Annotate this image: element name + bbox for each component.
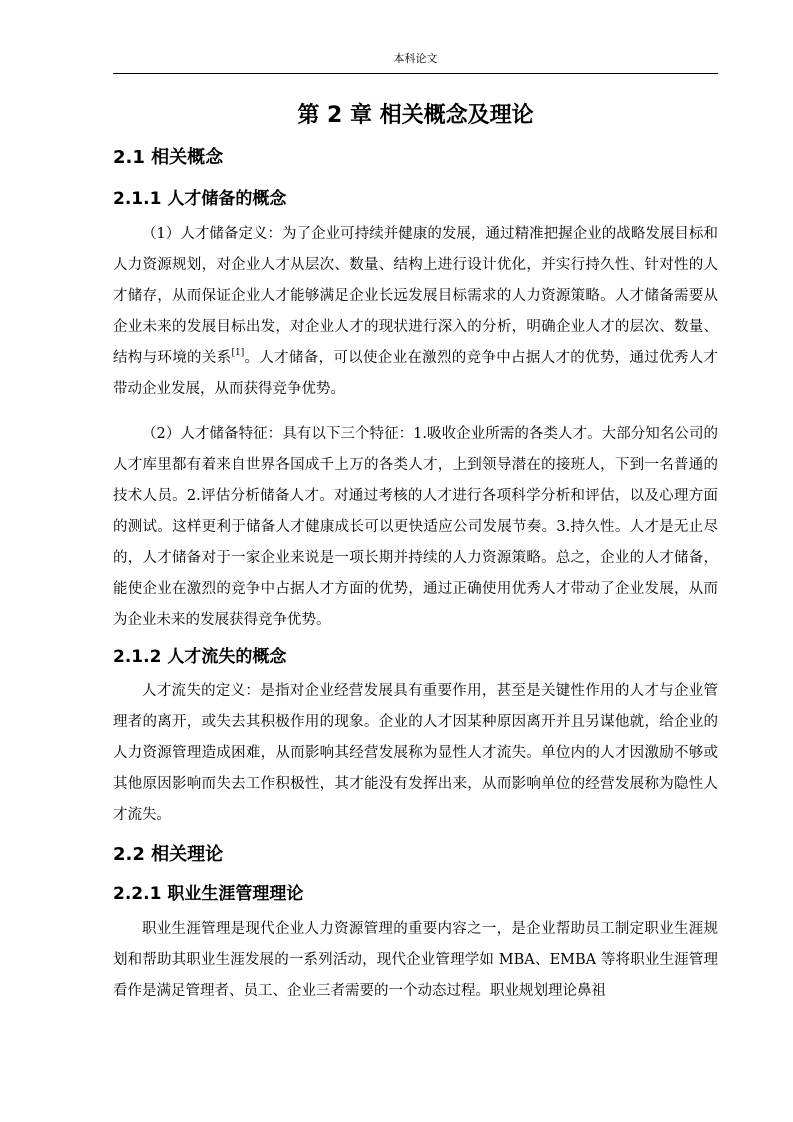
subsection-heading-2-1-1: 2.1.1 人才储备的概念	[113, 189, 287, 209]
paragraph-career-management: 职业生涯管理是现代企业人力资源管理的重要内容之一，是企业帮助员工制定职业生涯规划和帮助其职业生涯发展的一系列活动，现代企业管理学如 MBA、EMBA 等将职业生涯管理看作是满足管理者、员工、企业三者需要的一个动态过程。职业规划理论鼻祖	[113, 921, 718, 999]
paragraph-talent-loss-definition: 人才流失的定义：是指对企业经营发展具有重要作用，甚至是关键性作用的人才与企业管理者的离开，或失去其积极作用的现象。企业的人才因某种原因离开并且另谋他就，给企业的人力资源管理造成困难，从而影响其经营发展称为显性人才流失。单位内的人才因激励不够或其他原因影响而失去工作积极性，其才能没有发挥出来，从而影响单位的经营发展称为隐性人才流失。	[113, 683, 718, 823]
running-header: 本科论文	[393, 52, 438, 65]
paragraph-text: （1）人才储备定义：为了企业可持续并健康的发展，通过精准把握企业的战略发展目标和人力资源规划，对企业人才从层次、数量、结构上进行设计优化，并实行持久性、针对性的人才储存，从而保证企业人才能够满足企业长远发展目标需求的人力资源策略。人才储备需要从企业未来的发展目标出发，对企业人才的现状进行深入的分析，明确企业人才的层次、数量、结构与环境的关系	[113, 226, 718, 366]
paragraph-text: 。人才储备，可以使企业在激烈的竞争中占据人才的优势，通过优秀人才带动企业发展，从而获得竞争优势。	[113, 350, 719, 397]
chapter-title: 第 2 章 相关概念及理论	[297, 103, 534, 128]
subsection-heading-2-2-1: 2.2.1 职业生涯管理理论	[113, 884, 304, 904]
header-rule	[113, 73, 718, 74]
subsection-heading-2-1-2: 2.1.2 人才流失的概念	[113, 647, 287, 667]
paragraph-talent-reserve-features: （2）人才储备特征：具有以下三个特征：1.吸收企业所需的各类人才。大部分知名公司的人才库里都有着来自世界各国成千上万的各类人才，上到领导潜在的接班人，下到一名普通的技术人员。2.评估分析储备人才。对通过考核的人才进行各项科学分析和评估，以及心理方面的测试。这样更利于储备人才健康成长可以更快适应公司发展节奏。3.持久性。人才是无止尽的，人才储备对于一家企业来说是一项长期并持续的人力资源策略。总之，企业的人才储备，能使企业在激烈的竞争中占据人才方面的优势，通过正确使用优秀人才带动了企业发展，从而为企业未来的发展获得竞争优势。	[113, 426, 718, 628]
section-heading-2-1: 2.1 相关概念	[113, 147, 224, 168]
paragraph-talent-reserve-definition	[113, 219, 718, 405]
section-heading-2-2: 2.2 相关理论	[113, 844, 224, 865]
citation-marker: [1]	[231, 348, 245, 358]
